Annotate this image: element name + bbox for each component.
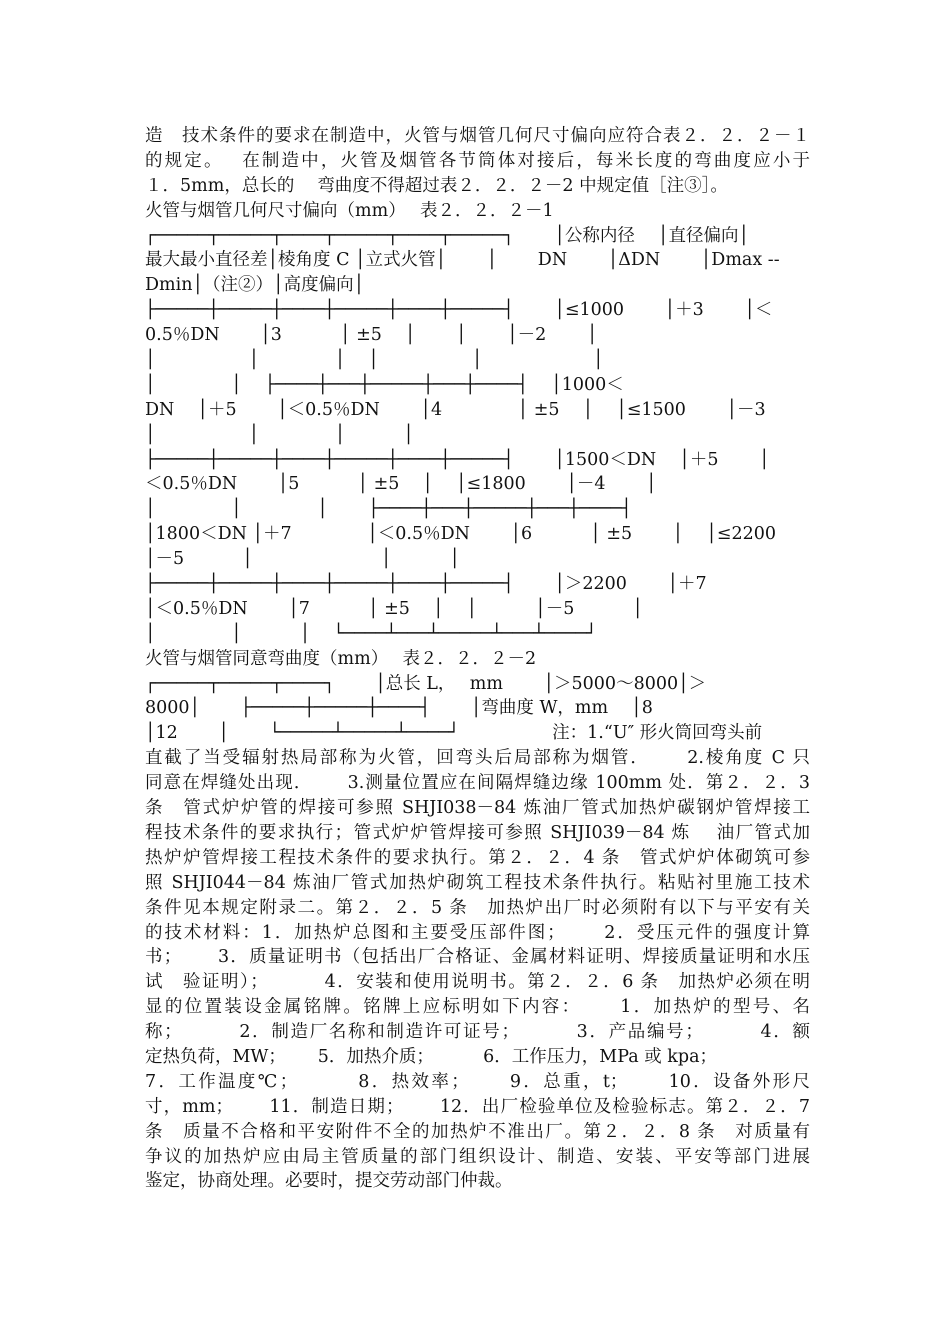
table-caption: 火管与烟管同意弯曲度（mm） 表２．２．２－2 [145,648,537,669]
table-line: │＜0.5％DN │7 │ ±5 │ │ │－5 │ [145,598,643,619]
table-line: │1800＜DN │＋7 │＜0.5％DN │6 │ ±5 │ │≤2200 [145,524,777,545]
text-line: 定热负荷，MW； 5．加热介质； 6．工作压力，MPa 或 kpa； [145,1046,718,1067]
text-line: 照 SHJI044－84 炼油厂管式加热炉砌筑工程技术条件执行。粘贴衬里施工技术 [145,872,810,893]
text-line: 热炉炉管焊接工程技术条件的要求执行。第２．２．4 条 管式炉炉体砌筑可参 [145,847,810,868]
table-line: ├─────┼─────┼────┼─────┼────┼─────┤ │1500＜DN │＋5 │ [145,449,770,470]
text-line: 7．工作温度℃； 8．热效率； 9．总重，t； 10．设备外形尺 [145,1071,810,1092]
text-line: 同意在焊缝处出现． 3.测量位置应在间隔焊缝边缘 100mm 处．第２．２．3 [145,773,810,794]
table-line: ├─────┼─────┼────┼─────┼────┼─────┤ │≤1000 │＋3 │＜ [145,300,773,321]
text-line: 显的位置装设金属铭牌。铭牌上应标明如下内容： 1．加热炉的型号、名 [145,997,810,1018]
text-line: 的规定。 在制造中，火管及烟管各节筒体对接后，每米长度的弯曲度应小于 [145,150,810,171]
table-line: │－5 │ │ │ [145,549,460,570]
text-line: 争议的加热炉应由局主管质量的部门组织设计、制造、安装、平安等部门进展 [145,1146,810,1167]
table-line: 0.5％DN │3 │ ±5 │ │ │－2 │ [145,325,598,346]
table-line: ├─────┼─────┼────┼─────┼────┼─────┤ │＞2200 │＋7 [145,574,707,595]
text-line: 的技术材料：1．加热炉总图和主要受压部件图； 2．受压元件的强度计算 [145,922,810,943]
table-line: │ │ ├────┼───┼─────┼───┼────┤ │1000＜ [145,374,624,395]
text-line: 鉴定，协商处理。必要时，提交劳动部门仲裁。 [145,1171,513,1192]
table-line: │ │ │ └────┴───┴─────┴───┴────┘ [145,623,597,644]
text-line: 书； 3．质量证明书（包括出厂合格证、金属材料证明、焊接质量证明和水压 [145,947,810,968]
text-line: 造 技术条件的要求在制造中，火管与烟管几何尺寸偏向应符合表２．２．２－１ [145,126,810,146]
table-line: │ │ │ │ │ │ [145,350,604,371]
document-page [145,124,810,1194]
table-line: ┌─────┬─────┬────┐ │总长 L， mm │＞5000～8000│＞ [145,673,707,694]
text-line: 条 管式炉炉管的焊接可参照 SHJI038－84 炼油厂管式加热炉碳钢炉管焊接工 [145,798,810,819]
table-line: │ │ │ │ [145,424,414,445]
text-line: １．5mm，总长的 弯曲度不得超过表２．２．２－2 中规定值［注③］。 [145,175,728,196]
text-line: 条 质量不合格和平安附件不全的加热炉不准出厂。第２．２．8 条 对质量有 [145,1121,810,1142]
text-line: 直截了当受辐射热局部称为火管，回弯头后局部称为烟管． 2.棱角度 C 只 [145,748,810,769]
table-line: DN │＋5 │＜0.5％DN │4 │ ±5 │ │≤1500 │－3 [145,399,766,420]
table-caption: 火管与烟管几何尺寸偏向（mm） 表２．２．２－1 [145,200,554,221]
text-line: 条件见本规定附录二。第２．２．5 条 加热炉出厂时必须附有以下与平安有关 [145,897,810,918]
table-line: ＜0.5％DN │5 │ ±5 │ │≤1800 │－4 │ [145,474,657,495]
table-line: │12 │ └─────┴─────┴────┘ 注：1.“U″ 形火筒回弯头前 [145,723,763,744]
table-line: Dmin│（注②）│高度偏向│ [145,275,365,296]
text-line: 试 验证明）； 4．安装和使用说明书。第２．２．6 条 加热炉必须在明 [145,972,810,993]
text-line: 程技术条件的要求执行；管式炉炉管焊接可参照 SHJI039－84 炼 油厂管式加 [145,822,810,843]
text-line: 寸，mm； 11．制造日期； 12．出厂检验单位及检验标志。第２．２．7 [145,1096,810,1117]
table-line: 最大最小直径差│棱角度 C │立式火管│ │ DN │ΔDN │Dmax -- [145,250,780,271]
table-line: │ │ │ ├────┼───┼─────┼───┼────┤ [145,499,632,520]
table-line: 8000│ ├─────┼─────┼────┤ │弯曲度 W，mm │8 [145,698,653,719]
table-line: ┌─────┬─────┬────┬─────┬────┬─────┐ │公称内径 │直径偏向│ [145,225,749,246]
text-line: 称； 2．制造厂名称和制造许可证号； 3．产品编号； 4．额 [145,1022,810,1043]
